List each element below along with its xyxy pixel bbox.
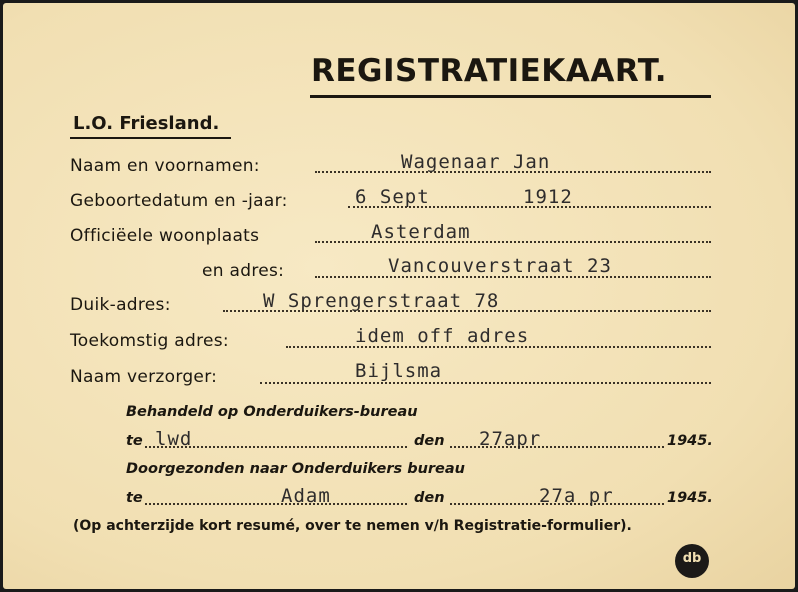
- footer-note: (Op achterzijde kort resumé, over te nemen v/h Registratie-formulier).: [73, 518, 632, 534]
- forwarded-te-value: Adam: [281, 485, 331, 507]
- caretaker-label: Naam verzorger:: [70, 367, 218, 387]
- organization-underline: [70, 137, 231, 139]
- organization-name: L.O. Friesland.: [73, 113, 220, 134]
- forwarded-te-label: te: [126, 490, 143, 506]
- treated-te-label: te: [126, 433, 143, 449]
- name-value: Wagenaar Jan: [401, 151, 551, 173]
- hiding-address-value: W Sprengerstraat 78: [263, 290, 500, 312]
- card-title: REGISTRATIEKAART.: [311, 53, 668, 89]
- treated-heading: Behandeld op Onderduikers-bureau: [126, 404, 418, 420]
- forwarded-den-value: 27a pr: [539, 485, 614, 507]
- treated-den-label: den: [414, 433, 445, 449]
- hiding-address-label: Duik-adres:: [70, 295, 171, 315]
- address-value: Vancouverstraat 23: [388, 255, 612, 277]
- forwarded-te-dotted-line: [145, 503, 407, 505]
- treated-den-value: 27apr: [479, 428, 542, 450]
- name-label: Naam en voornamen:: [70, 156, 260, 176]
- residence-value: Asterdam: [371, 221, 471, 243]
- birthdate-day-value: 6 Sept: [355, 186, 430, 208]
- treated-year: 1945.: [667, 433, 713, 449]
- forwarded-den-label: den: [414, 490, 445, 506]
- birthdate-year-value: 1912: [523, 186, 573, 208]
- registration-card: [3, 3, 795, 589]
- caretaker-dotted-line: [260, 382, 711, 384]
- title-underline: [310, 95, 711, 98]
- forwarded-heading: Doorgezonden naar Onderduikers bureau: [126, 461, 465, 477]
- caretaker-value: Bijlsma: [355, 360, 443, 382]
- archive-stamp-icon: db: [675, 544, 709, 578]
- treated-te-value: lwd: [155, 428, 193, 450]
- future-address-value: idem off adres: [355, 325, 530, 347]
- birthdate-label: Geboortedatum en -jaar:: [70, 191, 288, 211]
- future-address-label: Toekomstig adres:: [70, 331, 229, 351]
- forwarded-year: 1945.: [667, 490, 713, 506]
- residence-label: Officiëele woonplaats: [70, 226, 260, 246]
- address-label: en adres:: [202, 261, 285, 281]
